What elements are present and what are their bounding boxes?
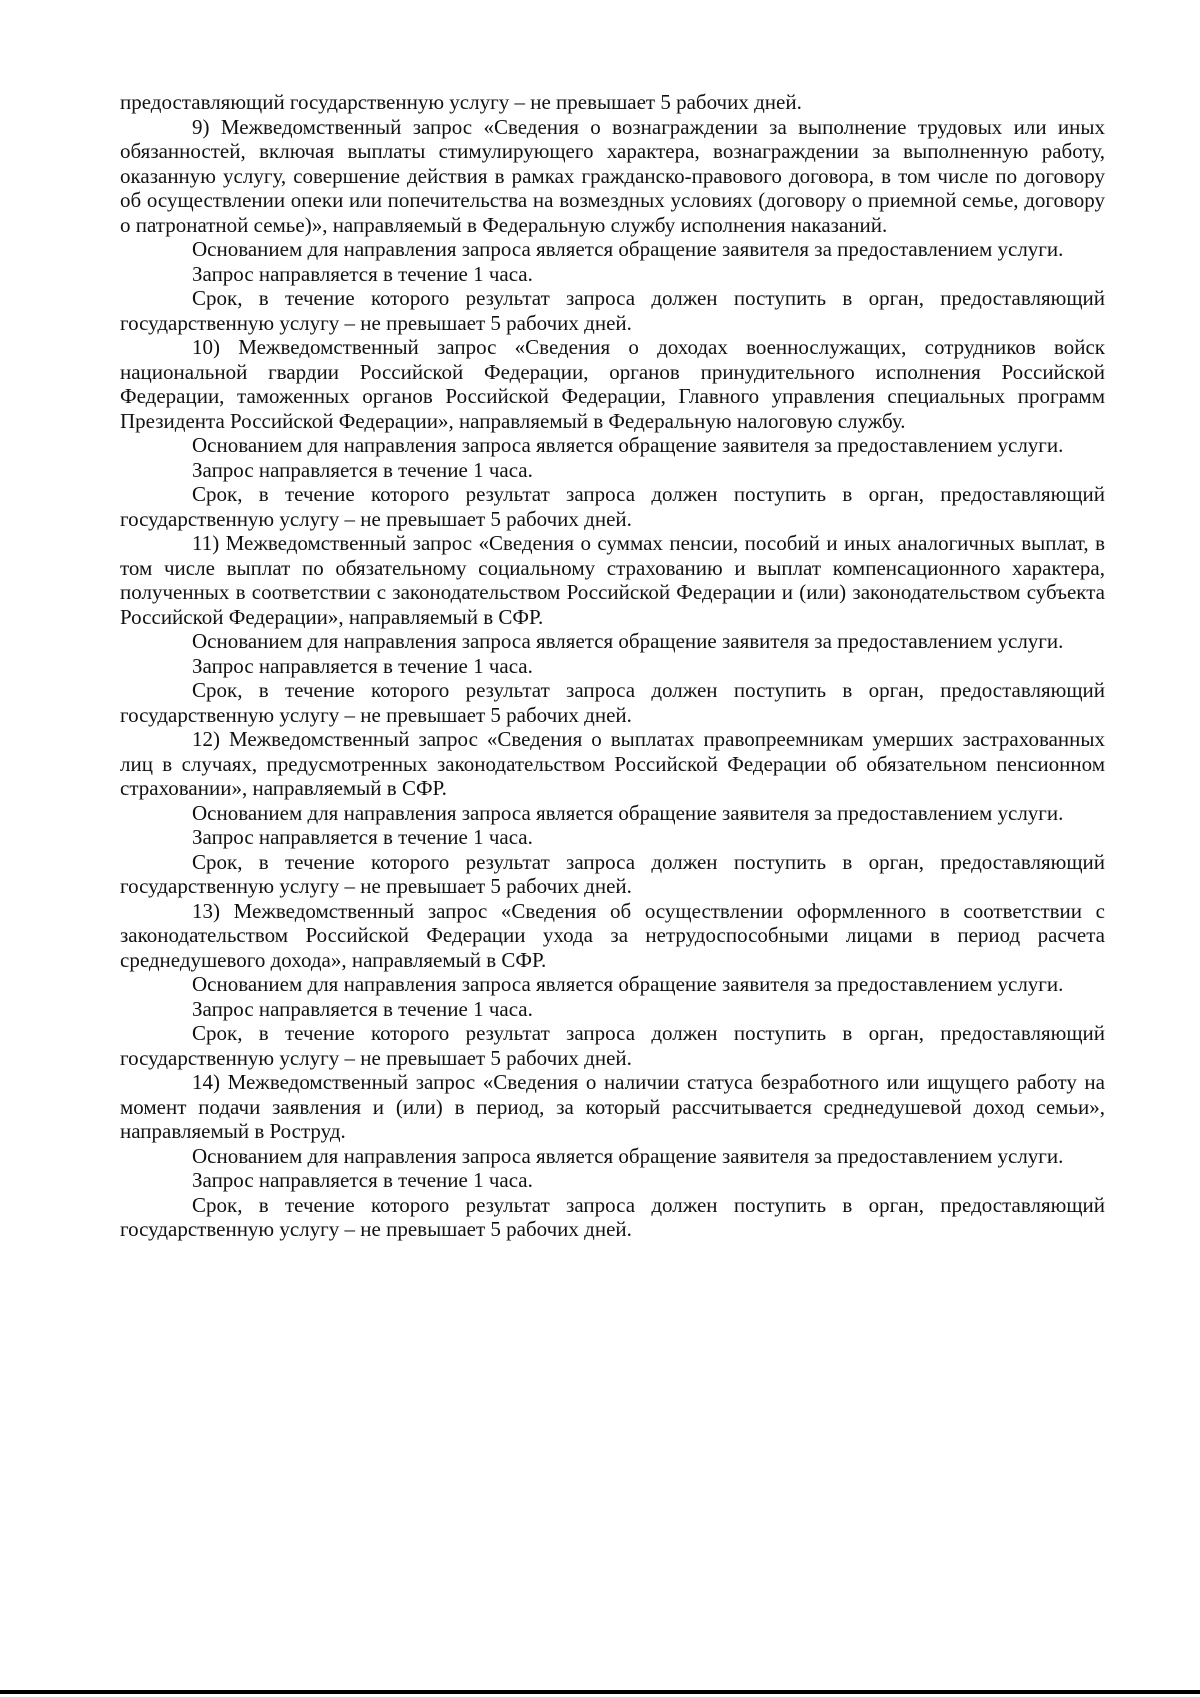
paragraph-item-9-basis: Основанием для направления запроса является обращение заявителя за предоставлением услуги. bbox=[192, 237, 1064, 261]
scan-bottom-edge bbox=[0, 1690, 1200, 1694]
paragraph-item-10-basis: Основанием для направления запроса является обращение заявителя за предоставлением услуги. bbox=[192, 433, 1064, 457]
paragraph-item-14-term: Срок, в течение которого результат запроса должен поступить в орган, предоставляющий государственную услугу – не превышает 5 рабочих дней. bbox=[120, 1192, 1105, 1241]
paragraph-item-13-basis: Основанием для направления запроса является обращение заявителя за предоставлением услуги. bbox=[192, 972, 1064, 996]
paragraph-item-12-basis: Основанием для направления запроса является обращение заявителя за предоставлением услуги. bbox=[192, 800, 1064, 825]
document-body bbox=[120, 90, 1105, 1242]
paragraph-item-12-term: Срок, в течение которого результат запроса должен поступить в орган, предоставляющий государственную услугу – не превышает 5 рабочих дней. bbox=[120, 849, 1105, 898]
paragraph-item-11-basis: Основанием для направления запроса является обращение заявителя за предоставлением услуги. bbox=[192, 629, 1064, 653]
paragraph-item-14-basis: Основанием для направления запроса является обращение заявителя за предоставлением услуги. bbox=[192, 1143, 1064, 1168]
paragraph-item-9-sent: Запрос направляется в течение 1 часа. bbox=[192, 261, 533, 286]
paragraph-item-10: 10) Межведомственный запрос «Сведения о доходах военнослужащих, сотрудников войск национальной гвардии Российской Федерации, органов принудительного исполнения Российской Федерации, таможенных органов Российской Федерации, Главного управления специальных программ Президента Российской Федерации», направляемый в Федеральную налоговую службу. bbox=[120, 335, 1105, 433]
paragraph-item-11-term: Срок, в течение которого результат запроса должен поступить в орган, предоставляющий государственную услугу – не превышает 5 рабочих дней. bbox=[120, 678, 1105, 727]
paragraph-item-13-sent: Запрос направляется в течение 1 часа. bbox=[192, 996, 533, 1021]
paragraph-item-9-term: Срок, в течение которого результат запроса должен поступить в орган, предоставляющий государственную услугу – не превышает 5 рабочих дней. bbox=[120, 286, 1105, 335]
paragraph-item-12-sent: Запрос направляется в течение 1 часа. bbox=[192, 825, 533, 849]
paragraph-tail-item-8: предоставляющий государственную услугу – не превышает 5 рабочих дней. bbox=[120, 90, 802, 114]
paragraph-item-13: 13) Межведомственный запрос «Сведения об осуществлении оформленного в соответствии с законодательством Российской Федерации ухода за нетрудоспособными лицами в период расчета среднедушевого дохода», направляемый в СФР. bbox=[120, 898, 1105, 972]
paragraph-item-10-sent: Запрос направляется в течение 1 часа. bbox=[192, 457, 533, 482]
paragraph-item-11: 11) Межведомственный запрос «Сведения о суммах пенсии, пособий и иных аналогичных выплат, в том числе выплат по обязательному социальному страхованию и выплат компенсационного характера, полученных в соответствии с законодательством Российской Федерации и (или) законодательством субъекта Российской Федерации», направляемый в СФР. bbox=[120, 531, 1105, 629]
paragraph-item-14-sent: Запрос направляется в течение 1 часа. bbox=[192, 1168, 533, 1192]
paragraph-item-13-term: Срок, в течение которого результат запроса должен поступить в орган, предоставляющий государственную услугу – не превышает 5 рабочих дней. bbox=[120, 1021, 1105, 1070]
paragraph-item-14: 14) Межведомственный запрос «Сведения о наличии статуса безработного или ищущего работу на момент подачи заявления и (или) в период, за который рассчитывается среднедушевой доход семьи», направляемый в Роструд. bbox=[120, 1070, 1105, 1143]
paragraph-item-12: 12) Межведомственный запрос «Сведения о выплатах правопреемникам умерших застрахованных лиц в случаях, предусмотренных законодательством Российской Федерации об обязательном пенсионном страховании», направляемый в СФР. bbox=[120, 727, 1105, 800]
paragraph-item-11-sent: Запрос направляется в течение 1 часа. bbox=[192, 653, 533, 678]
paragraph-item-9: 9) Межведомственный запрос «Сведения о вознаграждении за выполнение трудовых или иных обязанностей, включая выплаты стимулирующего характера, вознаграждении за выполненную работу, оказанную услугу, совершение действия в рамках гражданско-правового договора, в том числе по договору об осуществлении опеки или попечительства на возмездных условиях (договору о приемной семье, договору о патронатной семье)», направляемый в Федеральную службу исполнения наказаний. bbox=[120, 114, 1105, 237]
paragraph-item-10-term: Срок, в течение которого результат запроса должен поступить в орган, предоставляющий государственную услугу – не превышает 5 рабочих дней. bbox=[120, 482, 1105, 531]
